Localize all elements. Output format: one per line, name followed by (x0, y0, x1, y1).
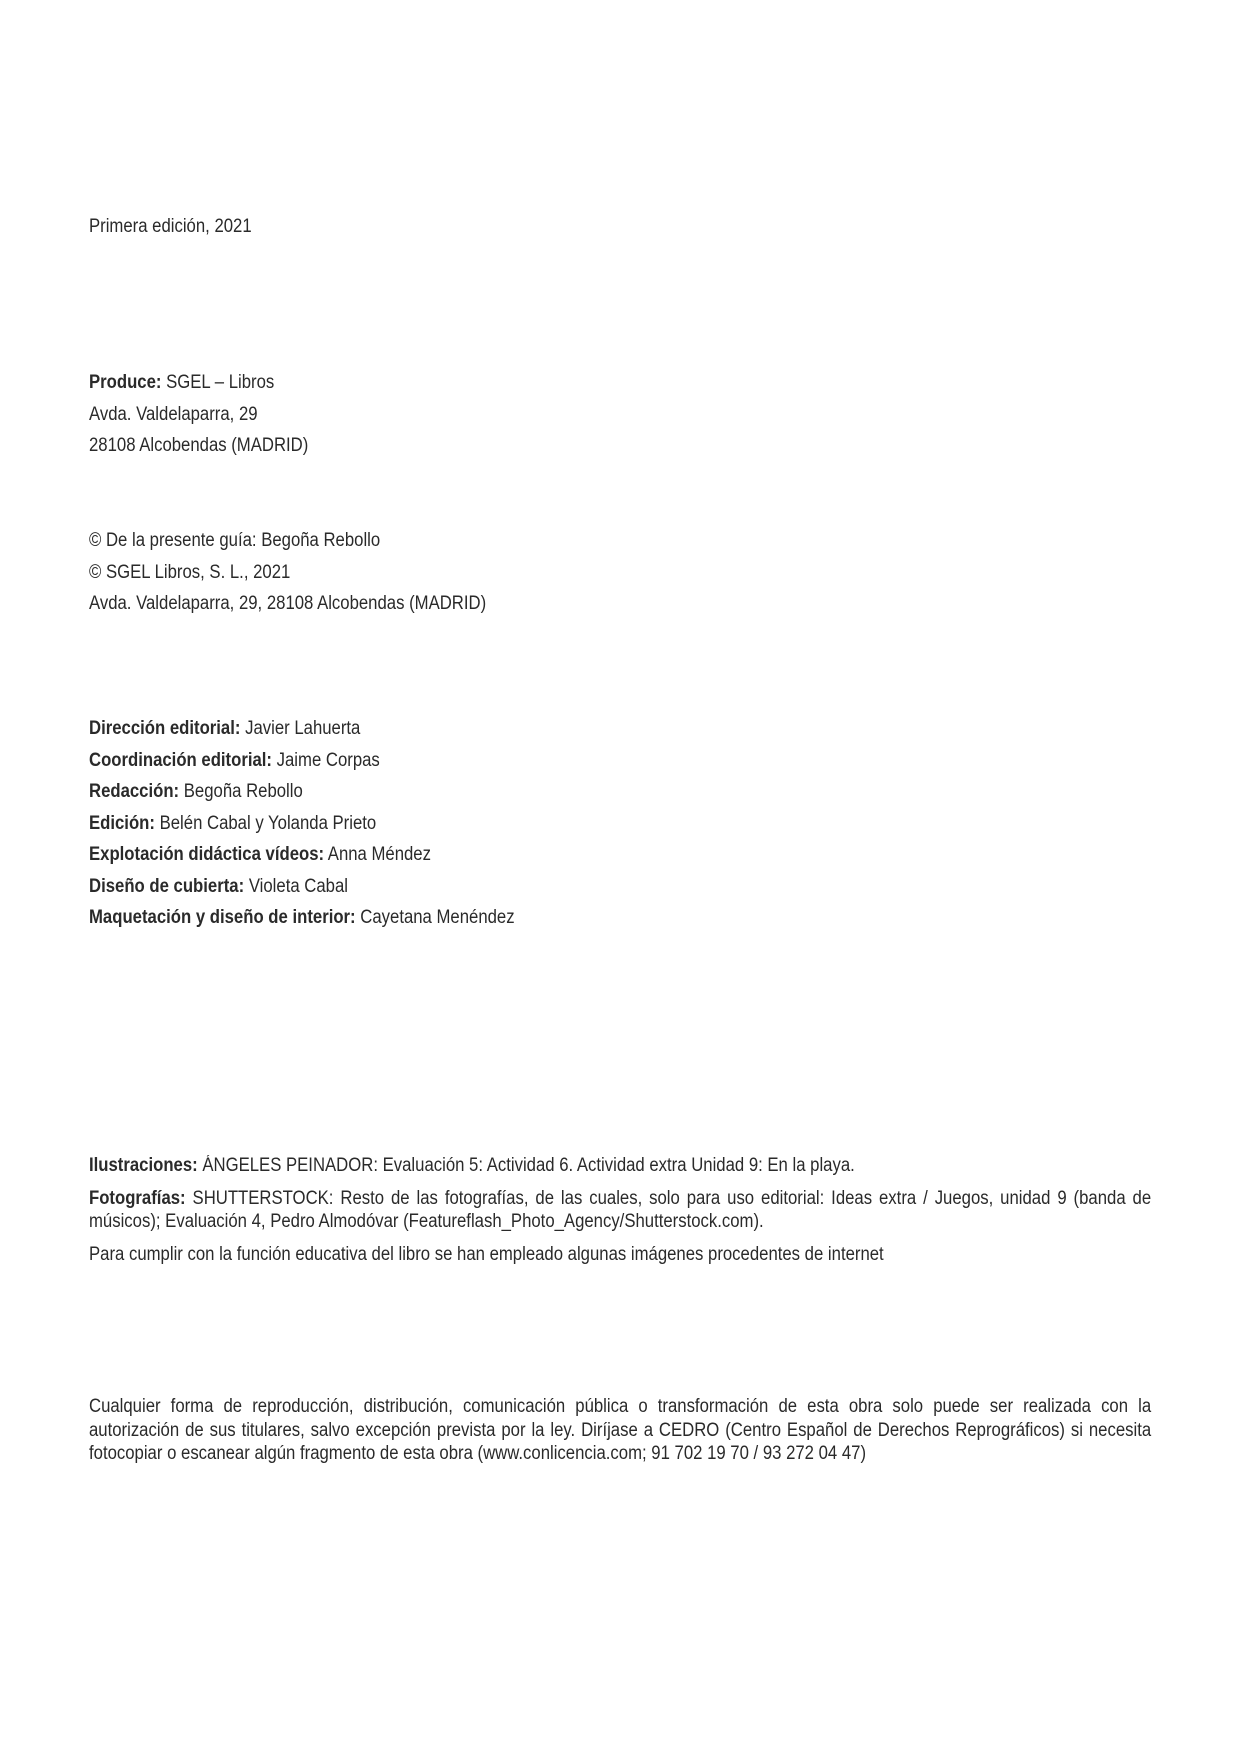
credit-value: Javier Lahuerta (240, 718, 361, 739)
credit-label: Diseño de cubierta: (89, 875, 245, 897)
photographs-value: SHUTTERSTOCK: Resto de las fotografías, de las cuales, solo para uso editorial: Ideas extra / Juegos, unidad 9 (banda de músicos); Evaluación 4, Pedro Almodóvar (Featureflash_Photo_Agency/Shutterstock.com). (89, 1187, 1152, 1232)
credit-value: Belén Cabal y Yolanda Prieto (154, 812, 377, 834)
credit-line (89, 713, 1024, 745)
credit-label: Dirección editorial: (89, 718, 241, 739)
producer-block (89, 367, 1024, 462)
legal-notice-block (89, 1395, 1151, 1466)
credit-line (89, 871, 1024, 903)
credit-line (89, 776, 1024, 808)
credit-line (89, 745, 1024, 777)
credits-block (89, 713, 1024, 934)
copyright-publisher: © SGEL Libros, S. L., 2021 (89, 561, 291, 583)
producer-line (89, 367, 1024, 399)
legal-notice: Cualquier forma de reproducción, distribución, comunicación pública o transformación de esta obra solo puede ser realizada con la autorización de sus titulares, salvo excepción prevista por la ley. Diríjase a CEDRO (Centro Español de Derechos Reprográficos) si necesita fotocopiar o escanear algún fragmento de esta obra (www.conlicencia.com; 91 702 19 70 / 93 272 04 47) (89, 1396, 1152, 1464)
credit-label: Redacción: (89, 781, 180, 802)
copyright-block (89, 525, 1024, 620)
producer-address-2: 28108 Alcobendas (MADRID) (89, 435, 309, 456)
credit-value: Begoña Rebollo (179, 781, 303, 802)
educational-note: Para cumplir con la función educativa del libro se han empleado algunas imágenes procedentes de internet (89, 1243, 884, 1265)
illustrations-value: ÁNGELES PEINADOR: Evaluación 5: Actividad 6. Actividad extra Unidad 9: En la playa. (197, 1155, 855, 1176)
edition-block (89, 211, 1024, 243)
credit-value: Anna Méndez (324, 844, 431, 865)
credit-label: Coordinación editorial: (89, 749, 272, 771)
credit-label: Maquetación y diseño de interior: (89, 907, 356, 928)
copyright-address: Avda. Valdelaparra, 29, 28108 Alcobendas (MADRID) (89, 593, 487, 614)
edition-line: Primera edición, 2021 (89, 216, 252, 237)
photographs-label: Fotografías: (89, 1187, 186, 1209)
credit-label: Explotación didáctica vídeos: (89, 844, 325, 865)
credit-value: Violeta Cabal (244, 875, 348, 897)
credit-line (89, 902, 1024, 934)
illustrations-label: Ilustraciones: (89, 1155, 198, 1176)
credit-line (89, 808, 1024, 840)
illustrations-credit (89, 1154, 1151, 1178)
producer-value: SGEL – Libros (161, 372, 275, 393)
producer-address-1: Avda. Valdelaparra, 29 (89, 403, 258, 425)
copyright-guide: © De la presente guía: Begoña Rebollo (89, 530, 381, 551)
spacer (89, 1234, 1151, 1243)
credit-line (89, 839, 1024, 871)
image-credits-block (89, 1154, 1151, 1266)
credit-label: Edición: (89, 812, 155, 834)
credit-value: Cayetana Menéndez (355, 907, 515, 928)
photographs-credit (89, 1187, 1151, 1234)
spacer (89, 1178, 1151, 1187)
producer-label: Produce: (89, 372, 162, 393)
credit-value: Jaime Corpas (271, 749, 380, 771)
